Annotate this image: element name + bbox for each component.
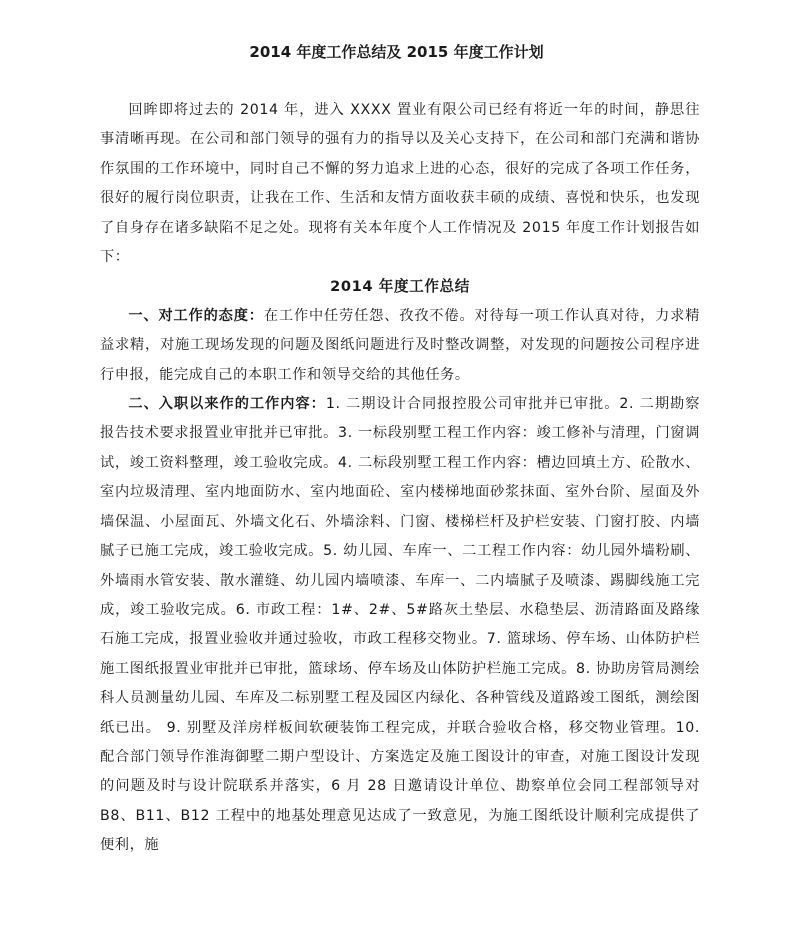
attitude-text: 在工作中任劳任怨、孜孜不倦。对待每一项工作认真对待，力求精益求精，对施工现场发现的问题及图纸问题进行及时整改调整，对发现的问题按公司程序进行申报，能完成自己的本职工作和领导交给的其他任务。 (100, 307, 701, 383)
attitude-paragraph (100, 302, 700, 390)
document-body (100, 96, 700, 861)
section-heading: 2014 年度工作总结 (330, 278, 470, 296)
work-content-text: 1. 二期设计合同报控股公司审批并已审批。2. 二期勘察报告技术要求报置业审批并已审批。3. 一标段别墅工程工作内容：竣工修补与清理，门窗调试，竣工资料整理，竣工验收完成。4. 二标段别墅工程工作内容：槽边回填土方、砼散水、室内垃圾清理、室内地面防水、室内地面砼、室内楼梯地面砂浆抹面、室外台阶、屋面及外墙保温、小屋面瓦、外墙文化石、外墙涂料、门窗、楼梯栏杆及护栏安装、门窗打胶、内墙腻子已施工完成，竣工验收完成。5. 幼儿园、车库一、二工程工作内容：幼儿园外墙粉刷、外墙雨水管安装、散水灌缝、幼儿园内墙喷漆、车库一、二内墙腻子及喷漆、踢脚线施工完成，竣工验收完成。6. 市政工程：1#、2#、5#路灰土垫层、水稳垫层、沥清路面及路缘石施工完成，报置业验收并通过验收，市政工程移交物业。7. 篮球场、停车场、山体防护栏施工图纸报置业审批并已审批，篮球场、停车场及山体防护栏施工完成。8. 协助房管局测绘科人员测量幼儿园、车库及二标别墅工程及园区内绿化、各种管线及道路竣工图纸，测绘图纸已出。 9. 别墅及洋房样板间软硬装饰工程完成，并联合验收合格，移交物业管理。10. 配合部门领导作淮海御墅二期户型设计、方案选定及施工图设计的审查，对施工图设计发现的问题及时与设计院联系并落实，6 月 28 日邀请设计单位、勘察单位会同工程部领导对 B8、B11、B12 工程中的地基处理意见达成了一致意见，为施工图纸设计顺利完成提供了便利，施 (100, 396, 700, 854)
work-content-heading: 二、入职以来作的工作内容： (128, 396, 326, 413)
work-content-paragraph (100, 390, 700, 861)
document-title: 2014 年度工作总结及 2015 年度工作计划 (249, 43, 544, 61)
intro-paragraph: 回眸即将过去的 2014 年，进入 XXXX 置业有限公司已经有将近一年的时间，静思往事清晰再现。在公司和部门领导的强有力的指导以及关心支持下，在公司和部门充满和谐协作氛围的工作环境中，同时自己不懈的努力追求上进的心态，很好的完成了各项工作任务，很好的履行岗位职责，让我在工作、生活和友情方面收获丰硕的成绩、喜悦和快乐，也发现了自身存在诸多缺陷不足之处。现将有关本年度个人工作情况及 2015 年度工作计划报告如下： (100, 102, 700, 266)
attitude-heading: 一、对工作的态度： (128, 307, 264, 324)
